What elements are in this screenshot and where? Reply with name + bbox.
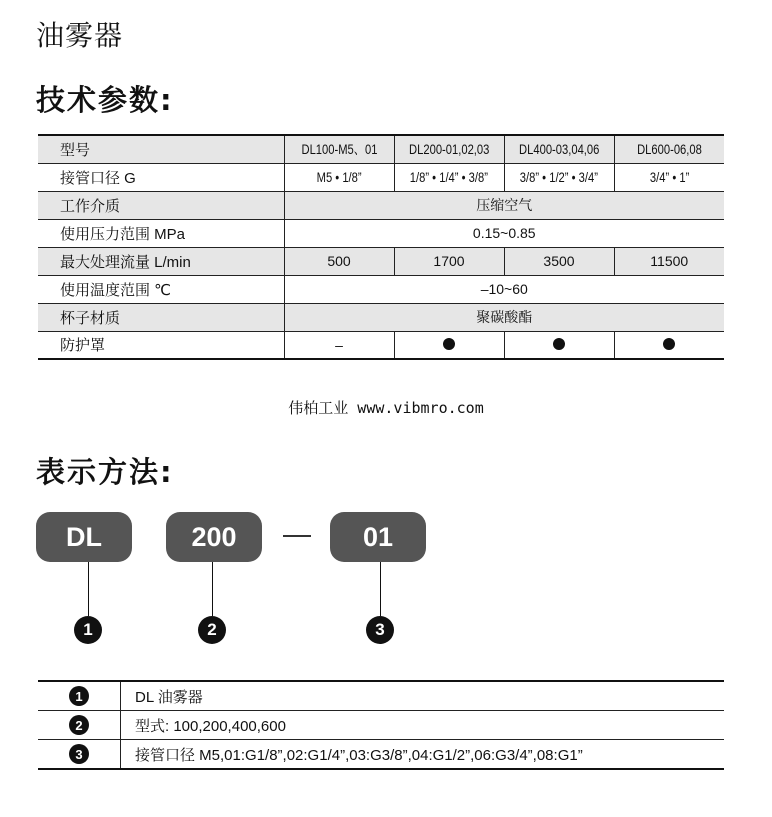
table-cell [38,711,121,740]
cell-value: 11500 [614,247,724,275]
watermark [0,397,772,418]
model-name: DL400-03,04,06 [518,141,600,158]
code-part-type: 200 [166,512,262,562]
legend-row [38,740,724,770]
page-title: 油雾器 [36,19,124,52]
legend-text: 接管口径 M5,01:G1/8”,02:G1/4”,03:G3/8”,04:G1/2”,06:G3/4”,08:G1” [121,740,725,770]
callout-number-2: 2 [198,616,226,644]
table-cell [614,135,724,163]
cell-value: –10~60 [284,275,724,303]
table-cell [284,135,394,163]
cell-value: 500 [284,247,394,275]
table-row-flow [38,247,724,275]
cell-value: – [284,331,394,359]
watermark-company: 伟柏工业 [288,399,349,417]
cell-value: 聚碳酸酯 [284,303,724,331]
legend-row [38,711,724,740]
callout-number-3: 3 [366,616,394,644]
table-cell [614,163,724,191]
connector-line [88,562,89,616]
table-cell [38,740,121,770]
legend-text: 型式: 100,200,400,600 [121,711,725,740]
cell-value: 3500 [504,247,614,275]
row-label: 杯子材质 [38,303,284,331]
table-row-material [38,303,724,331]
model-name: DL600-06,08 [636,141,702,158]
table-cell [504,163,614,191]
table-row-medium [38,191,724,219]
filled-dot-icon [443,338,455,350]
row-label: 使用温度范围 ℃ [38,275,284,303]
model-name: DL100-M5、01 [301,141,377,158]
legend-row [38,681,724,711]
table-row-guard [38,331,724,359]
table-cell [504,331,614,359]
table-cell [394,331,504,359]
cell-value: M5 • 1/8” [316,169,362,185]
section-title-params: 技术参数: [36,83,174,117]
cell-value: 1/8” • 1/4” • 3/8” [409,169,489,185]
table-row-temp [38,275,724,303]
table-row-port-size [38,163,724,191]
row-label: 最大处理流量 L/min [38,247,284,275]
row-label: 接管口径 G [38,163,284,191]
table-row-pressure [38,219,724,247]
params-table [38,134,724,360]
connector-line [212,562,213,616]
cell-value: 0.15~0.85 [284,219,724,247]
cell-value: 3/4” • 1” [649,169,689,185]
legend-table [38,680,724,770]
row-label: 使用压力范围 MPa [38,219,284,247]
table-cell [614,331,724,359]
legend-number: 1 [69,686,89,706]
code-separator-dash [283,535,311,537]
connector-line [380,562,381,616]
filled-dot-icon [663,338,675,350]
model-name: DL200-01,02,03 [408,141,490,158]
legend-number: 3 [69,744,89,764]
code-part-series: DL [36,512,132,562]
code-part-port: 01 [330,512,426,562]
table-cell [38,681,121,711]
table-cell [394,135,504,163]
row-label: 防护罩 [38,331,284,359]
section-title-notation: 表示方法: [36,455,174,489]
legend-text: DL 油雾器 [121,681,725,711]
cell-value: 1700 [394,247,504,275]
legend-number: 2 [69,715,89,735]
table-cell [504,135,614,163]
row-label: 工作介质 [38,191,284,219]
table-row-header [38,135,724,163]
table-cell [284,163,394,191]
callout-number-1: 1 [74,616,102,644]
filled-dot-icon [553,338,565,350]
row-label: 型号 [38,135,284,163]
table-cell [394,163,504,191]
cell-value: 3/8” • 1/2” • 3/4” [519,169,599,185]
watermark-url: www.vibmro.com [357,399,484,417]
cell-value: 压缩空气 [284,191,724,219]
